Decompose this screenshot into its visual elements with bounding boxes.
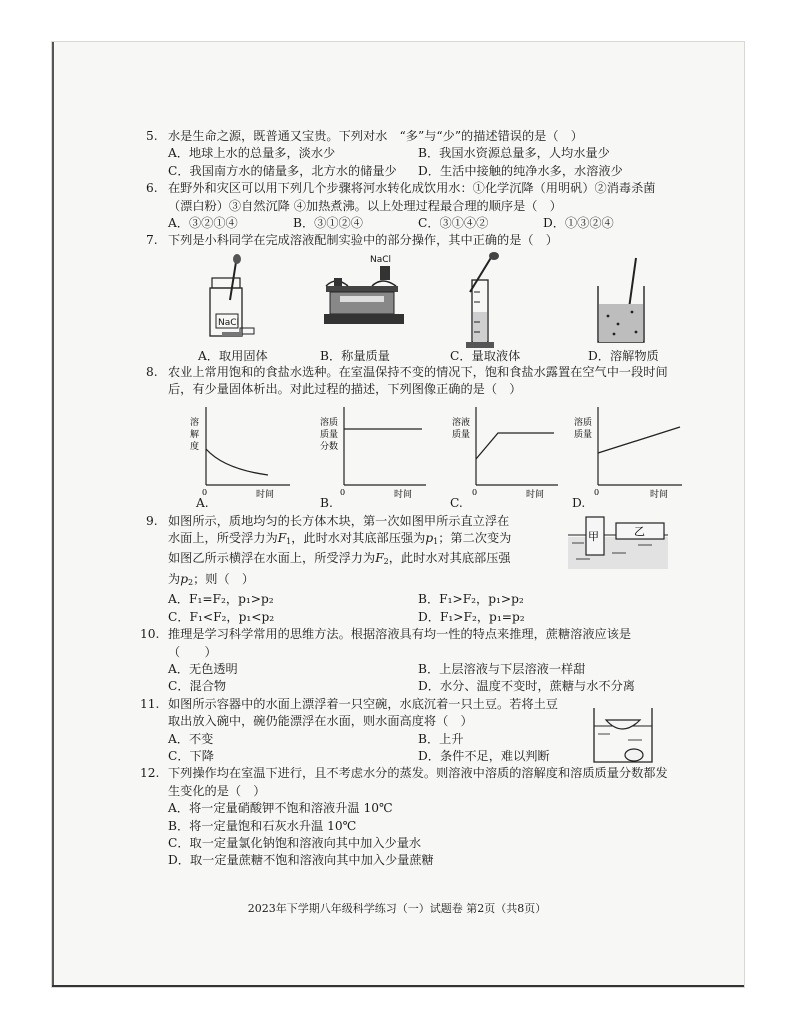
option-c: C．取一定量氯化钠饱和溶液向其中加入少量水 bbox=[168, 835, 422, 850]
figure-d-label: D．溶解物质 bbox=[588, 348, 659, 363]
figure-c-label: C．量取液体 bbox=[450, 348, 521, 363]
floating-blocks-figure bbox=[568, 513, 668, 569]
question-stem: 下列是小科同学在完成溶液配制实验中的部分操作，其中正确的是（ ） bbox=[168, 233, 558, 248]
option-c: C．混合物 bbox=[168, 679, 227, 694]
question-number: 11. bbox=[140, 696, 160, 711]
graph-c-letter: C. bbox=[450, 495, 463, 510]
balance-figure bbox=[320, 252, 410, 342]
options bbox=[168, 661, 668, 696]
question-10 bbox=[140, 626, 668, 696]
graph-a-ylabel: 度 bbox=[190, 441, 200, 452]
option-a: A．不变 bbox=[168, 731, 214, 746]
graph-c-xlabel: 时间 bbox=[526, 489, 545, 500]
option-b: B．上升 bbox=[418, 731, 464, 746]
option-d: D．水分、温度不变时，蔗糖与水不分离 bbox=[418, 679, 635, 694]
question-number: 9. bbox=[146, 513, 158, 528]
graph-a-xlabel: 时间 bbox=[256, 489, 275, 500]
option-c: C．③①④② bbox=[418, 216, 489, 231]
stem-line: 水面上，所受浮力为$F_1$，此时水对其底部压强为$p_1$；第二次变为 bbox=[168, 531, 512, 547]
graph-a-ylabel: 溶 bbox=[190, 417, 200, 428]
question-number: 8. bbox=[146, 364, 158, 379]
option-a: A．地球上水的总量多，淡水少 bbox=[168, 146, 336, 161]
question-number: 6. bbox=[146, 181, 158, 196]
option-d: D．条件不足，难以判断 bbox=[418, 748, 550, 763]
graph-d-letter: D. bbox=[572, 495, 586, 510]
question-stem: 在野外和灾区可以用下列几个步骤将河水转化成饮用水：①化学沉降（用明矾）②消毒杀菌（漂白粉）③自然沉降 ④加热煮沸。以上处理过程最合理的顺序是（ ） bbox=[168, 181, 656, 213]
option-b: B．F₁>F₂，p₁>p₂ bbox=[418, 592, 524, 607]
question-9 bbox=[146, 513, 668, 626]
option-d: D．F₁>F₂，p₁=p₂ bbox=[418, 609, 525, 624]
answer-paren: （ ） bbox=[168, 644, 217, 659]
graph-b-ylabel: 溶质 bbox=[320, 417, 339, 428]
graph-b-ylabel: 分数 bbox=[320, 441, 339, 452]
stem-line: 如图所示，质地均匀的长方体木块，第一次如图甲所示直立浮在 bbox=[168, 513, 510, 528]
graph-d-xlabel: 时间 bbox=[650, 489, 669, 500]
figure-b-label: B．称量质量 bbox=[320, 348, 390, 363]
jia-label: 甲 bbox=[588, 529, 599, 543]
question-number: 5. bbox=[146, 129, 158, 143]
stem-line: 为$p_2$；则（ ） bbox=[168, 571, 255, 587]
option-c: C．我国南方水的储量多，北方水的储量少 bbox=[168, 163, 397, 178]
question-5 bbox=[146, 128, 668, 180]
question-stem bbox=[168, 513, 548, 592]
nacl-label: NaCl bbox=[218, 317, 240, 328]
graph-options bbox=[168, 403, 668, 513]
option-a: A．将一定量硝酸钾不饱和溶液升温 10℃ bbox=[168, 801, 393, 816]
nacl-label: NaCl bbox=[370, 254, 392, 265]
question-12 bbox=[140, 765, 668, 869]
yi-label: 乙 bbox=[634, 524, 645, 538]
graph-b-ylabel: 质量 bbox=[320, 429, 339, 440]
option-a: A．F₁=F₂，p₁>p₂ bbox=[168, 592, 274, 607]
option-d: D．①③②④ bbox=[543, 216, 614, 231]
question-stem: 如图所示容器中的水面上漂浮着一只空碗，水底沉着一只土豆。若将土豆取出放入碗中，碗仍能漂浮在水面，则水面高度将（ ） bbox=[168, 696, 558, 729]
graph-d-ylabel: 质量 bbox=[574, 429, 593, 440]
question-7 bbox=[146, 232, 668, 363]
question-number: 10. bbox=[140, 627, 160, 642]
option-c: C．F₁<F₂，p₁<p₂ bbox=[168, 609, 275, 624]
question-stem: 推理是学习科学常用的思维方法。根据溶液具有均一性的特点来推理，蔗糖溶液应该是 bbox=[168, 627, 632, 642]
option-a: A．③②①④ bbox=[168, 216, 238, 231]
graph-d-ylabel: 溶质 bbox=[574, 417, 593, 428]
graph-a-ylabel: 解 bbox=[190, 429, 200, 440]
options bbox=[168, 800, 668, 870]
beaker-figure bbox=[588, 252, 658, 352]
graph-b-xlabel: 时间 bbox=[394, 489, 413, 500]
graph-b-origin: 0 bbox=[340, 487, 346, 497]
option-b: B．③①②④ bbox=[293, 216, 363, 231]
graph-c-ylabel: 溶液 bbox=[452, 417, 471, 428]
graph-b bbox=[318, 403, 438, 500]
option-a: A．无色透明 bbox=[168, 661, 238, 676]
figure-a-label: A．取用固体 bbox=[198, 348, 268, 363]
stem-line: 如图乙所示横浮在水面上，所受浮力为$F_2$，此时水对其底部压强 bbox=[168, 551, 511, 567]
graph-d-origin: 0 bbox=[594, 487, 600, 497]
graph-a bbox=[188, 403, 308, 500]
question-6 bbox=[146, 180, 668, 232]
question-number: 7. bbox=[146, 233, 158, 248]
option-c: C．下降 bbox=[168, 748, 214, 763]
question-number: 12. bbox=[140, 766, 160, 781]
lab-figures bbox=[168, 252, 668, 364]
question-stem: 水是生命之源，既普通又宝贵。下列对水 “多”与“少”的描述错误的是（ ） bbox=[168, 129, 583, 143]
graph-b-letter: B. bbox=[320, 495, 333, 510]
graph-a-origin: 0 bbox=[202, 487, 208, 497]
option-b: B．上层溶液与下层溶液一样甜 bbox=[418, 661, 586, 676]
cylinder-figure bbox=[460, 252, 520, 352]
option-d: D．生活中接触的纯净水多，水溶液少 bbox=[418, 163, 623, 178]
graph-c-origin: 0 bbox=[472, 487, 478, 497]
graph-a-letter: A. bbox=[196, 495, 209, 510]
paper-edge bbox=[52, 42, 54, 987]
option-d: D．取一定量蔗糖不饱和溶液向其中加入少量蔗糖 bbox=[168, 853, 434, 868]
question-area bbox=[140, 128, 669, 870]
take-solid-figure bbox=[198, 252, 258, 342]
bowl-potato-figure bbox=[588, 704, 658, 766]
options bbox=[168, 215, 668, 232]
option-b: B．将一定量饱和石灰水升温 10℃ bbox=[168, 818, 357, 833]
graph-d bbox=[572, 403, 692, 500]
options bbox=[168, 591, 668, 626]
option-b: B．我国水资源总量多，人均水量少 bbox=[418, 146, 610, 161]
paper-edge-bottom bbox=[52, 985, 744, 987]
options bbox=[168, 145, 668, 180]
question-stem: 下列操作均在室温下进行，且不考虑水分的蒸发。则溶液中溶质的溶解度和溶质质量分数都发生变化的是（ ） bbox=[168, 766, 668, 798]
question-11 bbox=[140, 696, 668, 766]
question-stem: 农业上常用饱和的食盐水选种。在室温保持不变的情况下，饱和食盐水露置在空气中一段时间后，有少量固体析出。对此过程的描述，下列图像正确的是（ ） bbox=[168, 364, 668, 397]
graph-c bbox=[450, 403, 570, 500]
graph-c-ylabel: 质量 bbox=[452, 429, 471, 440]
page-footer: 2023年下学期八年级科学练习（一）试题卷 第2页（共8页） bbox=[247, 902, 547, 915]
question-8 bbox=[146, 364, 669, 513]
